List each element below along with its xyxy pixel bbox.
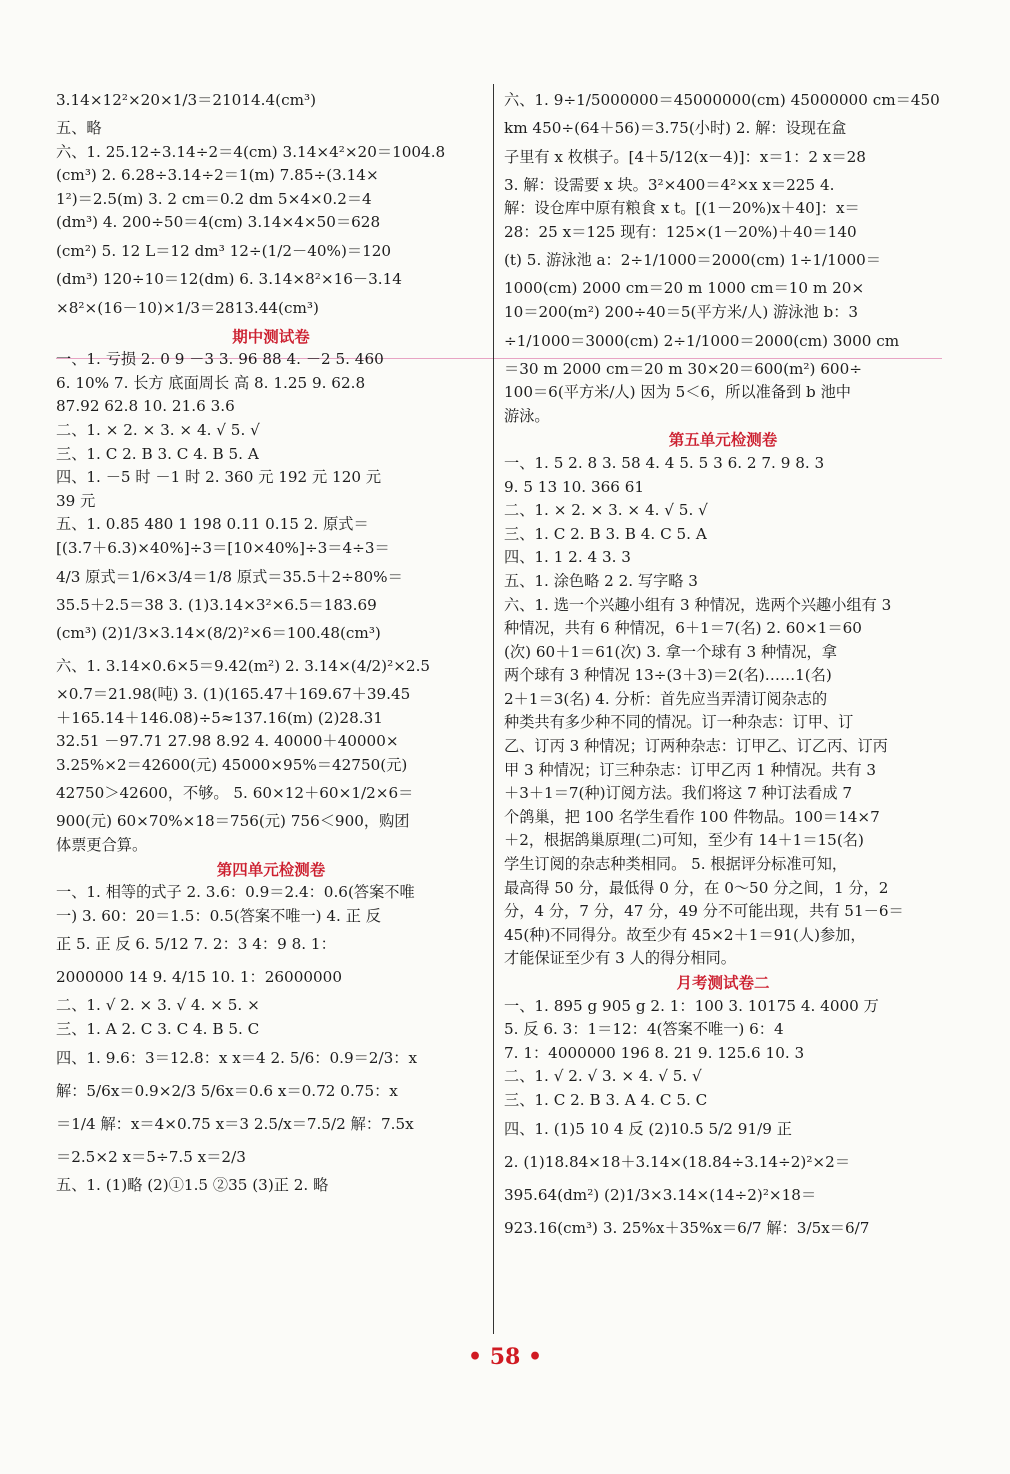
answer-line: 39 元	[56, 491, 96, 510]
answer-line: 10＝200(m²) 200÷40＝5(平方米/人) 游泳池 b：3	[504, 302, 859, 321]
answer-line: ÷1/1000＝3000(cm) 2÷1/1000＝2000(cm) 3000 cm	[504, 331, 900, 350]
answer-line: 二、1. √ 2. × 3. √ 4. × 5. ×	[56, 996, 260, 1015]
answer-line: 二、1. √ 2. √ 3. × 4. √ 5. √	[504, 1067, 702, 1086]
answer-line: 6. 10% 7. 长方 底面周长 高 8. 1.25 9. 62.8	[56, 373, 366, 392]
answer-line: 900(元) 60×70%×18＝756(元) 756＜900，购团	[56, 812, 410, 831]
answer-line: 二、1. × 2. × 3. × 4. √ 5. √	[504, 501, 708, 520]
answer-line: 二、1. × 2. × 3. × 4. √ 5. √	[56, 420, 260, 439]
answer-line: ＋2，根据鸽巢原理(二)可知，至少有 14＋1＝15(名)	[504, 831, 864, 850]
answer-line: 种类共有多少种不同的情况。订一种杂志：订甲、订	[504, 713, 854, 732]
answer-line: (cm²) 5. 12 L＝12 dm³ 12÷(1/2－40%)＝120	[56, 241, 392, 260]
section-title: 第五单元检测卷	[668, 430, 778, 450]
answer-line: 395.64(dm²) (2)1/3×3.14×(14÷2)²×18＝	[504, 1185, 817, 1204]
answer-line: 六、1. 3.14×0.6×5＝9.42(m²) 2. 3.14×(4/2)²×2.5	[56, 657, 431, 676]
answer-line: 100＝6(平方米/人) 因为 5＜6，所以准备到 b 池中	[504, 383, 851, 402]
answer-line: 3.14×12²×20×1/3＝21014.4(cm³)	[56, 91, 317, 109]
answer-line: 87.92 62.8 10. 21.6 3.6	[56, 397, 235, 416]
answer-line: 正 5. 正 反 6. 5/12 7. 2：3 4：9 8. 1：	[56, 935, 336, 954]
answer-line: 一) 3. 60：20＝1.5：0.5(答案不唯一) 4. 正 反	[56, 906, 381, 925]
answer-line: 42750＞42600，不够。 5. 60×12＋60×1/2×6＝	[56, 784, 414, 803]
left-column	[56, 84, 486, 1197]
answer-line: (cm³) (2)1/3×3.14×(8/2)²×6＝100.48(cm³)	[56, 624, 381, 643]
answer-line: 游泳。	[504, 406, 550, 425]
answer-line: 一、1. 相等的式子 2. 3.6：0.9＝2.4：0.6(答案不唯	[56, 883, 415, 902]
answer-line: 子里有 x 枚棋子。[4＋5/12(x－4)]：x＝1：2 x＝28	[504, 147, 866, 166]
answer-line: 3.25%×2＝42600(元) 45000×95%＝42750(元)	[56, 755, 408, 774]
answer-line: ＝1/4 解：x＝4×0.75 x＝3 2.5/x＝7.5/2 解：7.5x	[56, 1114, 414, 1133]
answer-line: 分，4 分，7 分，47 分，49 分不可能出现，共有 51－6＝	[504, 902, 904, 921]
answer-line: 学生订阅的杂志种类相同。 5. 根据评分标准可知，	[504, 855, 848, 874]
answer-line: ＝2.5×2 x＝5÷7.5 x＝2/3	[56, 1147, 246, 1166]
answer-line: 六、1. 25.12÷3.14÷2＝4(cm) 3.14×4²×20＝1004.8	[56, 142, 446, 161]
answer-line: ＝30 m 2000 cm＝20 m 30×20＝600(m²) 600÷	[504, 359, 862, 378]
answer-line: 35.5＋2.5＝38 3. (1)3.14×3²×6.5＝183.69	[56, 595, 377, 614]
column-divider	[493, 84, 494, 1334]
answer-line: 2. (1)18.84×18＋3.14×(18.84÷3.14÷2)²×2＝	[504, 1152, 851, 1171]
answer-line: (cm³) 2. 6.28÷3.14÷2＝1(m) 7.85÷(3.14×	[56, 166, 379, 185]
answer-line: 5. 反 6. 3：1＝12：4(答案不唯一) 6：4	[504, 1020, 784, 1039]
answer-line: 1000(cm) 2000 cm＝20 m 1000 cm＝10 m 20×	[504, 279, 865, 298]
answer-line: 种情况，共有 6 种情况，6＋1＝7(名) 2. 60×1＝60	[504, 619, 862, 638]
page-number: • 58 •	[467, 1344, 543, 1370]
section-title: 第四单元检测卷	[216, 859, 326, 879]
answer-line: 32.51 －97.71 27.98 8.92 4. 40000＋40000×	[56, 732, 399, 751]
answer-line: 两个球有 3 种情况 13÷(3＋3)＝2(名)……1(名)	[504, 666, 832, 685]
answer-line: (dm³) 4. 200÷50＝4(cm) 3.14×4×50＝628	[56, 213, 381, 232]
answer-line: 三、1. C 2. B 3. B 4. C 5. A	[504, 524, 707, 543]
answer-line: 五、略	[56, 119, 102, 137]
answer-line: 一、1. 895 g 905 g 2. 1：100 3. 10175 4. 4000 万	[504, 996, 879, 1015]
answer-line: 三、1. A 2. C 3. C 4. B 5. C	[56, 1020, 260, 1039]
answer-line: 45(种)不同得分。故至少有 45×2＋1＝91(人)参加，	[504, 925, 866, 944]
answer-line: 六、1. 9÷1/5000000＝45000000(cm) 45000000 cm＝450	[504, 91, 940, 109]
answer-line: 2＋1＝3(名) 4. 分析：首先应当弄清订阅杂志的	[504, 689, 828, 708]
answer-line: 三、1. C 2. B 3. C 4. B 5. A	[56, 444, 259, 463]
answer-line: ×0.7＝21.98(吨) 3. (1)(165.47＋169.67＋39.45	[56, 685, 411, 704]
answer-line: 解：设仓库中原有粮食 x t。[(1－20%)x＋40]：x＝	[504, 199, 860, 218]
answer-line: 四、1. 9.6：3＝12.8：x x＝4 2. 5/6：0.9＝2/3：x	[56, 1048, 418, 1067]
answer-line: 最高得 50 分，最低得 0 分，在 0～50 分之间，1 分，2	[504, 878, 889, 897]
answer-line: [(3.7＋6.3)×40%]÷3＝[10×40%]÷3＝4÷3＝	[56, 538, 390, 557]
answer-line: (dm³) 120÷10＝12(dm) 6. 3.14×8²×16－3.14	[56, 269, 402, 288]
answer-line: 五、1. 涂色略 2 2. 写字略 3	[504, 571, 698, 590]
section-title: 期中测试卷	[232, 326, 310, 346]
answer-line: ×8²×(16－10)×1/3＝2813.44(cm³)	[56, 298, 319, 317]
answer-line: 甲 3 种情况；订三种杂志：订甲乙丙 1 种情况。共有 3	[504, 760, 877, 779]
answer-line: 乙、订丙 3 种情况；订两种杂志：订甲乙、订乙丙、订丙	[504, 737, 888, 756]
answer-line: 3. 解：设需要 x 块。3²×400＝4²×x x＝225 4.	[504, 175, 835, 194]
answer-line: 7. 1：4000000 196 8. 21 9. 125.6 10. 3	[504, 1043, 805, 1062]
answer-line: 三、1. C 2. B 3. A 4. C 5. C	[504, 1090, 708, 1109]
answer-line: 个鸽巢，把 100 名学生看作 100 件物品。100＝14×7	[504, 807, 880, 826]
answer-line: 9. 5 13 10. 366 61	[504, 477, 645, 496]
answer-line: 28：25 x＝125 现有：125×(1－20%)＋40＝140	[504, 222, 857, 241]
answer-line: (t) 5. 游泳池 a：2÷1/1000＝2000(cm) 1÷1/1000＝	[504, 251, 881, 270]
answer-line: 2000000 14 9. 4/15 10. 1：26000000	[56, 968, 343, 987]
answer-line: 四、1. －5 时 －1 时 2. 360 元 192 元 120 元	[56, 468, 382, 487]
answer-line: 一、1. 5 2. 8 3. 58 4. 4 5. 5 3 6. 2 7. 9 8. 3	[504, 453, 825, 472]
answer-line: 解：5/6x＝0.9×2/3 5/6x＝0.6 x＝0.72 0.75：x	[56, 1081, 398, 1100]
answer-line: 六、1. 选一个兴趣小组有 3 种情况，选两个兴趣小组有 3	[504, 595, 892, 614]
answer-line: 才能保证至少有 3 人的得分相同。	[504, 949, 736, 968]
answer-line: 923.16(cm³) 3. 25%x＋35%x＝6/7 解：3/5x＝6/7	[504, 1218, 870, 1237]
answer-line: ＋165.14＋146.08)÷5≈137.16(m) (2)28.31	[56, 708, 383, 727]
answer-line: 四、1. (1)5 10 4 反 (2)10.5 5/2 91/9 正	[504, 1119, 792, 1138]
answer-line: (次) 60＋1＝61(次) 3. 拿一个球有 3 种情况，拿	[504, 642, 837, 661]
answer-line: 1²)＝2.5(m) 3. 2 cm＝0.2 dm 5×4×0.2＝4	[56, 189, 372, 208]
right-column	[504, 84, 942, 1245]
answer-line: 一、1. 亏损 2. 0 9 －3 3. 96 88 4. －2 5. 460	[56, 350, 384, 369]
section-title: 月考测试卷二	[676, 973, 770, 992]
answer-line: km 450÷(64＋56)＝3.75(小时) 2. 解：设现在盒	[504, 119, 847, 137]
answer-line: 五、1. (1)略 (2)①1.5 ②35 (3)正 2. 略	[56, 1175, 329, 1194]
answer-line: 4/3 原式＝1/6×3/4＝1/8 原式＝35.5＋2÷80%＝	[56, 567, 403, 586]
answer-line: 体票更合算。	[56, 836, 148, 855]
answer-line: 五、1. 0.85 480 1 198 0.11 0.15 2. 原式＝	[56, 515, 369, 534]
answer-line: ＋3＋1＝7(种)订阅方法。我们将这 7 种订法看成 7	[504, 784, 853, 803]
answer-line: 四、1. 1 2. 4 3. 3	[504, 548, 631, 567]
